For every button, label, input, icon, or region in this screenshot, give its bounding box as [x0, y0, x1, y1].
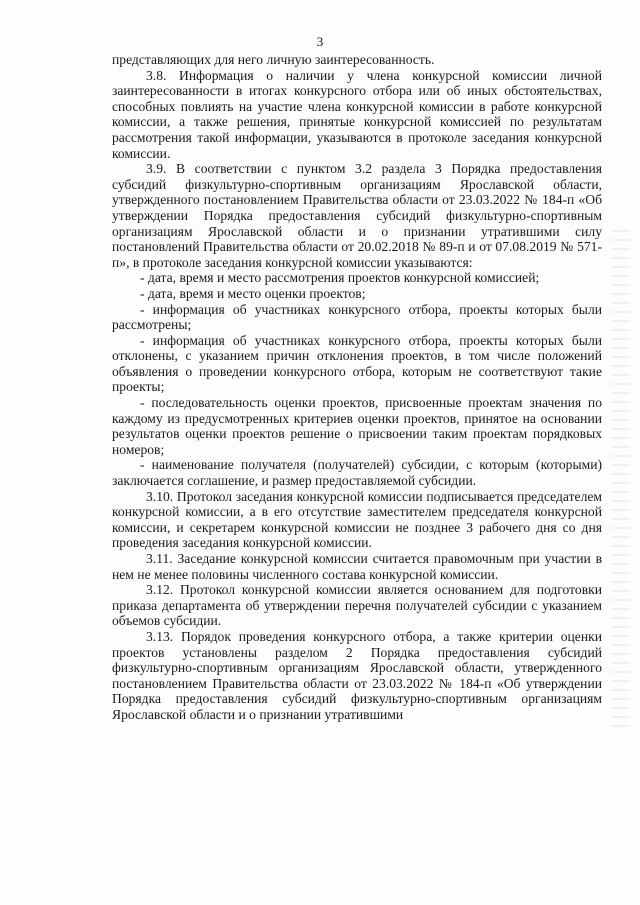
paragraph-3-9: 3.9. В соответствии с пунктом 3.2 раздела 3 Порядка предоставления субсидий физкультурно-спортивным организациям Ярославской области, утвержденного постановлением Правительства области от 23.03.2022 № 184-п «Об утверждении Порядка предоставления субсидий физкультурно-спортивным организациям Ярославской области и о признании утратившими силу постановлений Правительства области от 20.02.2018 № 89-п и от 07.08.2019 № 571-п», в протоколе заседания конкурсной комиссии указываются: [112, 161, 602, 270]
paragraph-3-11: 3.11. Заседание конкурсной комиссии считается правомочным при участии в нем не менее половины численного состава конкурсной комиссии. [112, 551, 602, 582]
paragraph-3-12: 3.12. Протокол конкурсной комиссии является основанием для подготовки приказа департамента об утверждении перечня получателей субсидии с указанием объемов субсидии. [112, 582, 602, 629]
list-item: - наименование получателя (получателей) субсидии, с которым (которыми) заключается соглашение, и размер предоставляемой субсидии. [112, 457, 602, 489]
list-item: - дата, время и место оценки проектов; [140, 285, 366, 301]
paragraph-3-13: 3.13. Порядок проведения конкурсного отбора, а также критерии оценки проектов установлены разделом 2 Порядка предоставления субсидий физкультурно-спортивным организациям Ярославской области, утвержденного постановлением Правительства области от 23.03.2022 № 184-п «Об утверждении Порядка предоставления субсидий физкультурно-спортивным организациям Ярославской области и о признании утратившими [112, 628, 602, 722]
paragraph-continuation: представляющих для него личную заинтересованность. [112, 52, 435, 67]
list-item: - дата, время и место рассмотрения проектов конкурсной комиссией; [140, 270, 540, 286]
scan-artifact [612, 230, 630, 730]
list-item: - информация об участниках конкурсного отбора, проекты которых были отклонены, с указанием причин отклонения проектов, в том числе положений объявления о проведении конкурсного отбора, которым не соответствуют такие проекты; [112, 332, 602, 395]
paragraph-3-10: 3.10. Протокол заседания конкурсной комиссии подписывается председателем конкурсной комиссии, а в его отсутствие заместителем председателя конкурсной комиссии, и секретарем конкурсной комиссии не позднее 3 рабочего дня со дня проведения заседания конкурсной комиссии. [112, 488, 602, 551]
list-item: - информация об участниках конкурсного отбора, проекты которых были рассмотрены; [112, 301, 602, 333]
document-body [112, 52, 602, 723]
page-number: 3 [316, 34, 324, 49]
paragraph-3-8: 3.8. Информация о наличии у члена конкурсной комиссии личной заинтересованности в итогах конкурсного отбора или об иных обстоятельствах, способных повлиять на участие члена конкурсной комиссии в работе конкурсной комиссии, а также решения, принятые конкурсной комиссией по результатам рассмотрения такой информации, указываются в протоколе заседания конкурсной комиссии. [112, 67, 602, 161]
list-item: - последовательность оценки проектов, присвоенные проектам значения по каждому из предусмотренных критериев оценки проектов, принятое на основании результатов оценки проектов решение о присвоении таким проектам порядковых номеров; [112, 395, 602, 457]
